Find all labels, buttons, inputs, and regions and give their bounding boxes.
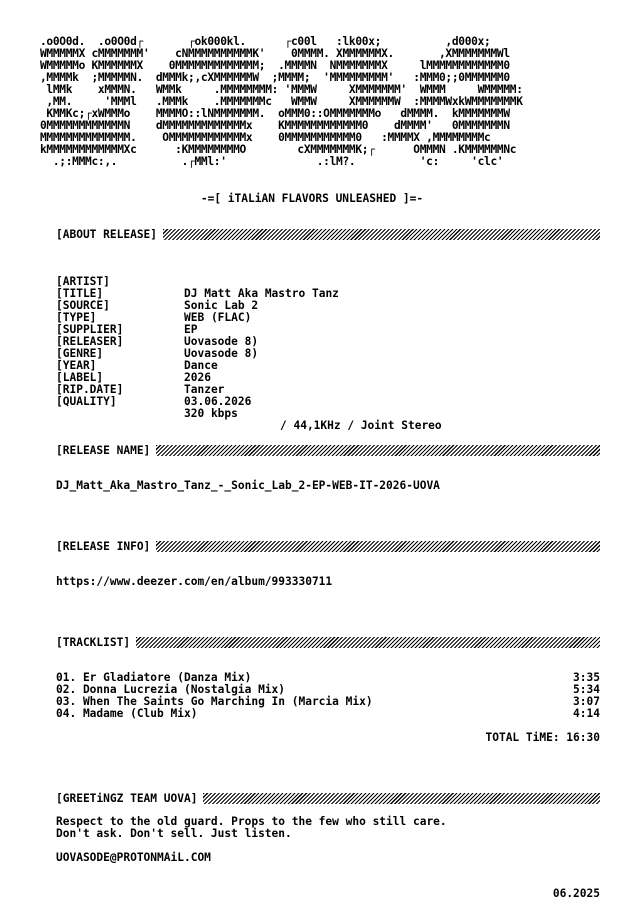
section-title: [RELEASE NAME] xyxy=(56,443,151,457)
info-value: 320 kbps xyxy=(184,407,238,420)
info-key: [YEAR] xyxy=(56,359,97,372)
logo-line: ,MMMMk ;MMMMMN. dMMMk;,cXMMMMMMW ;MMMM; 'MMMMMMMMM' :MMM0;;0MMMMMM0 xyxy=(40,71,510,84)
release-url: https://www.deezer.com/en/album/993330711 xyxy=(56,575,333,588)
total-time: TOTAL TiME: 16:30 xyxy=(485,731,600,744)
track-duration: 4:14 xyxy=(573,707,600,720)
greetings-line: Respect to the old guard. Props to the few who still care. xyxy=(56,815,447,828)
track-row xyxy=(56,708,600,720)
info-value: Uovasode 8) xyxy=(184,335,259,348)
section-header-release-info xyxy=(56,540,600,552)
ascii-logo xyxy=(40,36,523,168)
info-value: WEB (FLAC) xyxy=(184,311,252,324)
info-value: DJ Matt Aka Mastro Tanz xyxy=(184,287,339,300)
logo-line: .;:MMMc:,. .┌MMl:' .:lM?. 'c: 'clc' xyxy=(40,155,504,168)
logo-line: lMMk xMMMN. WMMk .MMMMMMMM: 'MMMW XMMMMMMM' WMMM WMMMMM: xyxy=(40,83,523,96)
info-value: 2026 xyxy=(184,371,211,384)
section-header-about xyxy=(56,228,600,240)
section-title: [TRACKLIST] xyxy=(56,635,131,649)
logo-line: ,MM. 'MMMl .MMMk .MMMMMMMc WMMW XMMMMMMW :MMMMWxkWMMMMMMMK xyxy=(40,95,523,108)
info-value: Uovasode 8) xyxy=(184,347,259,360)
total-time-row xyxy=(56,732,600,744)
contact-email: UOVASODE@PROTONMAiL.COM xyxy=(56,851,211,864)
section-title: [ABOUT RELEASE] xyxy=(56,227,158,241)
track-title: 02. Donna Lucrezia (Nostalgia Mix) xyxy=(56,683,286,696)
info-key: [SUPPLIER] xyxy=(56,323,124,336)
section-divider xyxy=(156,445,600,456)
track-title: 01. Er Gladiatore (Danza Mix) xyxy=(56,671,252,684)
info-key: [ARTIST] xyxy=(56,275,110,288)
info-key: [GENRE] xyxy=(56,347,104,360)
footer-date: 06.2025 xyxy=(552,887,600,900)
track-duration: 3:35 xyxy=(573,671,600,684)
section-divider xyxy=(203,793,600,804)
logo-line: KMMKc;┌xWMMMo MMMMO::lNMMMMMMM. oMMM0::OMMMMMMMo dMMMM. kMMMMMMMW xyxy=(40,107,510,120)
info-value: EP xyxy=(184,323,198,336)
footer-row xyxy=(56,888,600,900)
info-value: 03.06.2026 xyxy=(184,395,252,408)
info-value: Dance xyxy=(184,359,218,372)
section-divider xyxy=(163,229,600,240)
track-title: 04. Madame (Club Mix) xyxy=(56,707,198,720)
info-value: Tanzer xyxy=(184,383,225,396)
section-title: [GREETiNGZ TEAM UOVA] xyxy=(56,791,198,805)
logo-line: MMMMMMMMMMMMMM. OMMMMMMMMMMMMx 0MMMMMMMMMMM0 :MMMMX ,MMMMMMMMc xyxy=(40,131,491,144)
section-title: [RELEASE INFO] xyxy=(56,539,151,553)
logo-line: WMMMMMo KMMMMMMX 0MMMMMMMMMMMMM; .MMMMN NMMMMMMMX lMMMMMMMMMMMM0 xyxy=(40,59,510,72)
info-key: [TITLE] xyxy=(56,287,104,300)
section-divider xyxy=(156,541,600,552)
info-value: Sonic Lab 2 xyxy=(184,299,259,312)
section-header-greetings xyxy=(56,792,600,804)
section-divider xyxy=(136,637,600,648)
release-name: DJ_Matt_Aka_Mastro_Tanz_-_Sonic_Lab_2-EP-WEB-IT-2026-UOVA xyxy=(56,479,440,492)
logo-line: kMMMMMMMMMMMMXc :KMMMMMMMMO cXMMMMMMMK;┌ OMMMN .KMMMMMMNc xyxy=(40,143,517,156)
tagline: -=[ iTALiAN FLAVORS UNLEASHED ]=- xyxy=(200,192,424,205)
section-header-tracklist xyxy=(56,636,600,648)
section-header-release-name xyxy=(56,444,600,456)
track-duration: 3:07 xyxy=(573,695,600,708)
info-key: [RIP.DATE] xyxy=(56,383,124,396)
logo-line: .o0O0d. .o0O0d┌ ┌ok000kl. ┌c00l :lk00x; ,d000x; xyxy=(40,35,491,48)
info-key: [TYPE] xyxy=(56,311,97,324)
info-value-extra: / 44,1KHz / Joint Stereo xyxy=(280,419,442,432)
track-title: 03. When The Saints Go Marching In (Marcia Mix) xyxy=(56,695,373,708)
greetings-line: Don't ask. Don't sell. Just listen. xyxy=(56,827,292,840)
info-key: [SOURCE] xyxy=(56,299,110,312)
logo-line: WMMMMMX cMMMMMMM' cNMMMMMMMMMMK' 0MMMM. XMMMMMMX. ,XMMMMMMMWl xyxy=(40,47,510,60)
logo-line: 0MMMMMMMMMMMMN dMMMMMMMMMMMMMx KMMMMMMMMMMMM0 dMMMM' 0MMMMMMMN xyxy=(40,119,510,132)
info-key: [QUALITY] xyxy=(56,395,117,408)
info-key: [RELEASER] xyxy=(56,335,124,348)
info-key: [LABEL] xyxy=(56,371,104,384)
track-duration: 5:34 xyxy=(573,683,600,696)
